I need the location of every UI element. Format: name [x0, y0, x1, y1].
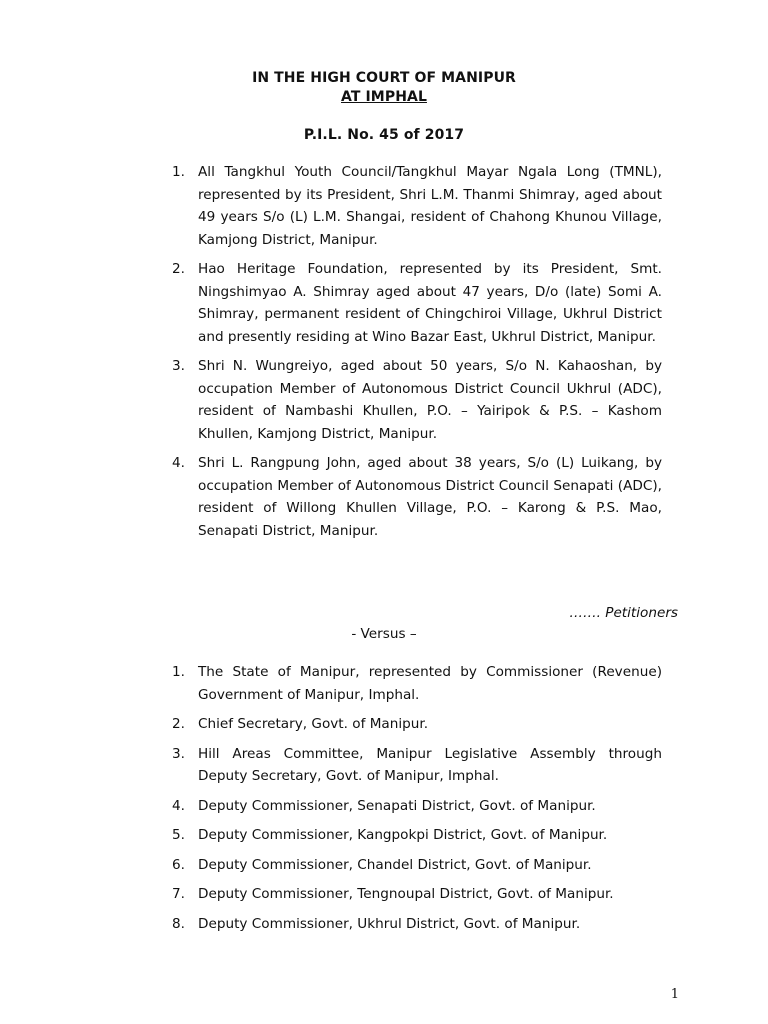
item-text: Chief Secretary, Govt. of Manipur.: [198, 716, 429, 732]
list-item: [172, 854, 662, 877]
item-text: Deputy Commissioner, Ukhrul District, Govt. of Manipur.: [198, 915, 581, 932]
item-number: 3.: [172, 745, 185, 762]
list-item: [172, 743, 662, 788]
list-item: [172, 258, 662, 348]
item-text: Deputy Commissioner, Senapati District, Govt. of Manipur.: [198, 797, 596, 814]
item-text: Shri L. Rangpung John, aged about 38 years, S/o (L) Luikang, by occupation Member of Autonomous District Council Senapati (ADC), resident of Willong Khullen Village, P.O. – Karong & P.S. Mao, Senapati District, Manipur.: [198, 455, 662, 539]
item-text: Hill Areas Committee, Manipur Legislative Assembly through Deputy Secretary, Govt. of Manipur, Imphal.: [198, 745, 662, 784]
list-item: [172, 661, 662, 706]
list-item: [172, 913, 662, 936]
list-item: [172, 795, 662, 818]
item-text: Deputy Commissioner, Chandel District, Govt. of Manipur.: [198, 856, 592, 873]
item-number: 5.: [172, 827, 185, 843]
respondents-list: [172, 661, 662, 942]
versus-label: - Versus –: [351, 626, 417, 642]
case-number: P.I.L. No. 45 of 2017: [303, 127, 465, 143]
page-number: 1: [670, 987, 679, 1002]
item-text: The State of Manipur, represented by Commissioner (Revenue) Government of Manipur, Imphal.: [198, 664, 662, 703]
petitioners-label: ……. Petitioners: [569, 605, 678, 621]
item-text: Shri N. Wungreiyo, aged about 50 years, S/o N. Kahaoshan, by occupation Member of Autonomous District Council Ukhrul (ADC), resident of Nambashi Khullen, P.O. – Yairipok & P.S. – Kashom Khullen, Kamjong District, Manipur.: [198, 358, 662, 442]
court-place: AT IMPHAL: [341, 89, 427, 105]
item-number: 4.: [172, 455, 185, 471]
item-number: 1.: [172, 664, 185, 680]
list-item: [172, 824, 662, 847]
petitioners-list: [172, 161, 662, 549]
list-item: [172, 452, 662, 542]
item-number: 7.: [172, 886, 185, 902]
item-number: 6.: [172, 856, 185, 873]
item-number: 1.: [172, 164, 185, 180]
list-item: [172, 355, 662, 445]
item-text: Hao Heritage Foundation, represented by its President, Smt. Ningshimyao A. Shimray aged about 47 years, D/o (late) Somi A. Shimray, permanent resident of Chingchiroi Village, Ukhrul District and presently residing at Wino Bazar East, Ukhrul District, Manipur.: [198, 261, 662, 345]
item-number: 2.: [172, 716, 185, 732]
list-item: [172, 713, 662, 736]
item-text: Deputy Commissioner, Kangpokpi District, Govt. of Manipur.: [198, 827, 608, 843]
item-text: Deputy Commissioner, Tengnoupal District, Govt. of Manipur.: [198, 886, 614, 902]
item-text: All Tangkhul Youth Council/Tangkhul Mayar Ngala Long (TMNL), represented by its President, Shri L.M. Thanmi Shimray, aged about 49 years S/o (L) L.M. Shangai, resident of Chahong Khunou Village, Kamjong District, Manipur.: [198, 164, 662, 248]
item-number: 2.: [172, 261, 185, 277]
court-title: IN THE HIGH COURT OF MANIPUR: [252, 70, 516, 86]
item-number: 4.: [172, 797, 185, 814]
item-number: 3.: [172, 358, 185, 374]
list-item: [172, 883, 662, 906]
list-item: [172, 161, 662, 251]
item-number: 8.: [172, 915, 185, 932]
